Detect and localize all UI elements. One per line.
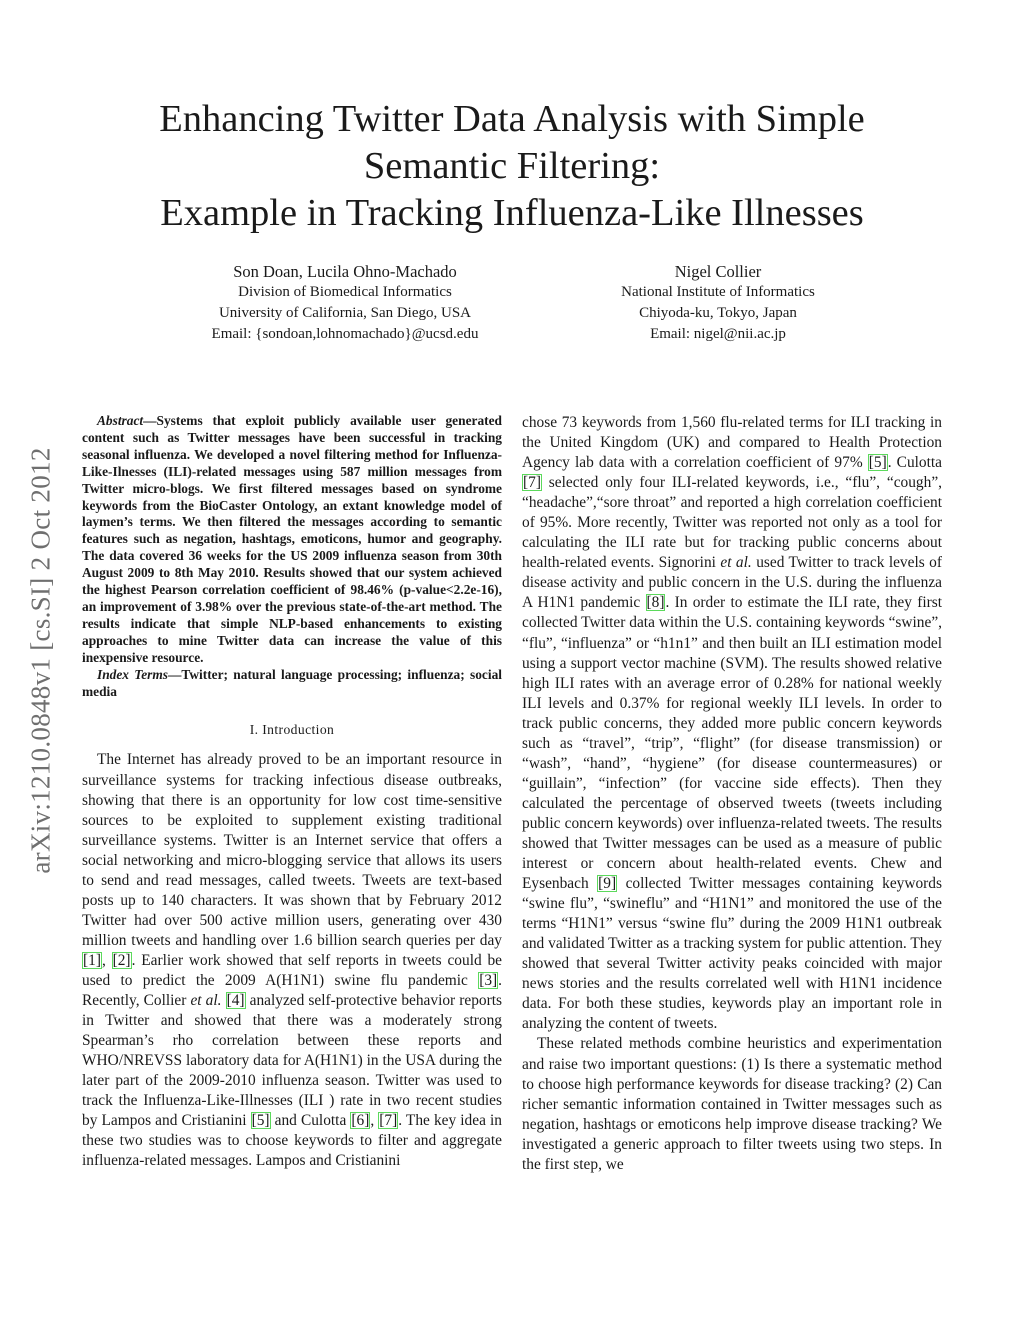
intro-paragraph-2: These related methods combine heuristics and experimentation and raise two important questions: (1) Is there a systematic method to choose high performance keywords for disease tracking? (2) Can richer semantic information contained in Twitter messages such as negation, hashtags or emoticons help improve disease tracking? We investigated a generic approach to filter tweets using two steps. In the first step, we	[522, 1035, 942, 1173]
citation-link[interactable]: [5]	[868, 454, 887, 472]
arxiv-identifier-text: arXiv:1210.0848v1 [cs.SI] 2 Oct 2012	[25, 446, 56, 874]
author-institution: Chiyoda-ku, Tokyo, Japan	[639, 305, 797, 321]
citation-link[interactable]: [6]	[351, 1112, 370, 1130]
text-run-italic: et al.	[720, 554, 752, 572]
text-run: analyzed self-protective behavior reports in Twitter and showed that there was a moderately strong Spearman’s rho correlation between these reports and WHO/NREVSS laboratory data for A(H1N1) in the USA during the later part of the 2009-2010 influenza season. Twitter was used to track the Influenza-Like-Illnesses (ILI ) rate in two recent studies by Lampos and Cristianini	[82, 992, 502, 1130]
author-names: Nigel Collier	[674, 262, 762, 281]
section-heading-introduction: I. Introduction	[249, 722, 335, 738]
citation-link[interactable]: [1]	[83, 951, 101, 969]
title-line: Example in Tracking Influenza-Like Illnesses	[160, 192, 864, 234]
citation-link[interactable]: [7]	[523, 474, 541, 492]
citation-link[interactable]: [2]	[112, 951, 131, 969]
paper-title	[100, 96, 924, 237]
text-run: . The key idea in these two studies was to choose keywords to filter and aggregate influenza-related messages. Lampos and Cristianini	[82, 1112, 502, 1170]
index-terms-text: —Twitter; natural language processing; influenza; social media	[82, 666, 502, 699]
title-line: Semantic Filtering:	[363, 145, 661, 187]
text-run: chose 73 keywords from 1,560 flu-related terms for ILI tracking in the United Kingdom (UK) and compared to Health Protection Agency lab data with a correlation coefficient of 97%	[522, 414, 942, 472]
text-run-italic: et al.	[190, 992, 222, 1010]
text-run: ,	[101, 951, 112, 969]
text-run: . In order to estimate the ILI rate, they first collected Twitter data within the U.S. containing keywords “swine”, “flu”, “influenza” or “h1n1” and then built an ILI estimation model using a support vector machine (SVM). The results showed relative high ILI rates with an average error of 0.28% for national weekly ILI levels and 0.37% for regional weekly ILI levels. In order to track public concerns, they added more public concern keywords such as “travel”, “trip”, “flight” (for disease transmission) or “wash”, “hand”, “hygiene” (for disease countermeasures) or “guillain”, “infection” (for vaccine side effects). Then they calculated the percentage of observed tweets (tweets including public concern keywords) over influenza-related tweets. The results showed that Twitter messages can be used as a measure of public interest or concern about health-related events. Chew and Eysenbach	[522, 594, 942, 893]
citation-link[interactable]: [8]	[646, 594, 665, 612]
text-run: selected only four ILI-related keywords, i.e., “flu”, “cough”, “headache”,“sore throat” and reported a high correlation coefficient of 95%. More recently, Twitter was reported not only as a tool for calculating the ILI rate but for tracking public concerns about health-related events. Signorini	[522, 474, 942, 572]
title-line: Enhancing Twitter Data Analysis with Simple	[159, 98, 865, 140]
abstract-text: —Systems that exploit publicly available user generated content such as Twitter messages have been successful in tracking seasonal influenza. We developed a novel filtering method for Influenza-Like-Ilnesses (ILI)-related messages using 587 million messages from Twitter micro-blogs. We first filtered messages based on syndrome keywords from the BioCaster Ontology, an extant knowledge model of laymen’s terms. We then filtered the messages according to semantic features such as negation, hashtags, emoticons, humor and geography. The data covered 36 weeks for the US 2009 influenza season from 30th August 2009 to 8th May 2010. Results showed that our system achieved the highest Pearson correlation coefficient of 98.46% (p-value<2.2e-16), an improvement of 3.98% over the previous state-of-the-art method. The results indicate that simple NLP-based enhancements to existing approaches to mine Twitter data can increase the value of this inexpensive resource.	[82, 413, 502, 665]
index-terms-label: Index Terms	[97, 666, 169, 682]
left-column	[82, 413, 502, 1171]
text-run: and Culotta	[270, 1112, 351, 1130]
abstract	[82, 413, 502, 667]
text-run: . Culotta	[887, 454, 942, 472]
author-email: Email: {sondoan,lohnomachado}@ucsd.edu	[211, 326, 479, 342]
citation-link[interactable]: [4]	[226, 992, 245, 1010]
citation-link[interactable]: [9]	[598, 875, 617, 893]
author-institution: University of California, San Diego, USA	[218, 305, 472, 321]
intro-paragraph-1	[82, 750, 502, 1171]
text-run: . Recently, Collier	[82, 971, 502, 1010]
citation-link[interactable]: [7]	[379, 1112, 398, 1130]
right-column	[522, 413, 942, 1175]
index-terms	[82, 667, 502, 701]
author-affiliation: National Institute of Informatics	[621, 284, 815, 300]
author-email: Email: nigel@nii.ac.jp	[650, 326, 786, 342]
author-affiliation: Division of Biomedical Informatics	[238, 284, 452, 300]
citation-link[interactable]: [3]	[479, 971, 498, 989]
arxiv-identifier	[20, 390, 62, 930]
text-run: used Twitter to track levels of disease activity and public concern in the U.S. during the influenza A H1N1 pandemic	[522, 554, 942, 612]
text-run: ,	[370, 1112, 379, 1130]
text-run: collected Twitter messages containing keywords “swine flu”, “swineflu” and “H1N1” and monitored the use of the terms “H1N1” versus “swine flu” during the 2009 H1N1 outbreak and validated Twitter as a tracking system for public attention. They showed that several Twitter activity peaks coincided with major news stories and the results correlated well with H1N1 incidence data. For both these studies, keywords play an important role in analyzing the content of tweets.	[522, 875, 942, 1033]
abstract-label: Abstract	[97, 413, 144, 428]
text-run: The Internet has already proved to be an important resource in surveillance systems for tracking infectious disease outbreaks, showing that there is an opportunity for low cost time-sensitive sources to be exploited to supplement existing traditional surveillance systems. Twitter is an Internet service that offers a social networking and micro-blogging service that allows its users to send and read messages, called tweets. Tweets are text-based posts up to 140 characters. It was shown that by February 2012 Twitter had over 500 active million users, generating over 430 million tweets and handling over 1.6 billion search queries per day	[82, 751, 502, 949]
author-block-right	[588, 261, 848, 345]
text-run	[221, 992, 225, 1009]
intro-paragraph-1-continued	[522, 413, 942, 1034]
author-block-left	[175, 261, 515, 345]
text-run: . Earlier work showed that self reports in tweets could be used to predict the 2009 A(H1N1) swine flu pandemic	[82, 951, 502, 989]
citation-link[interactable]: [5]	[251, 1112, 270, 1130]
author-names: Son Doan, Lucila Ohno-Machado	[233, 262, 457, 281]
